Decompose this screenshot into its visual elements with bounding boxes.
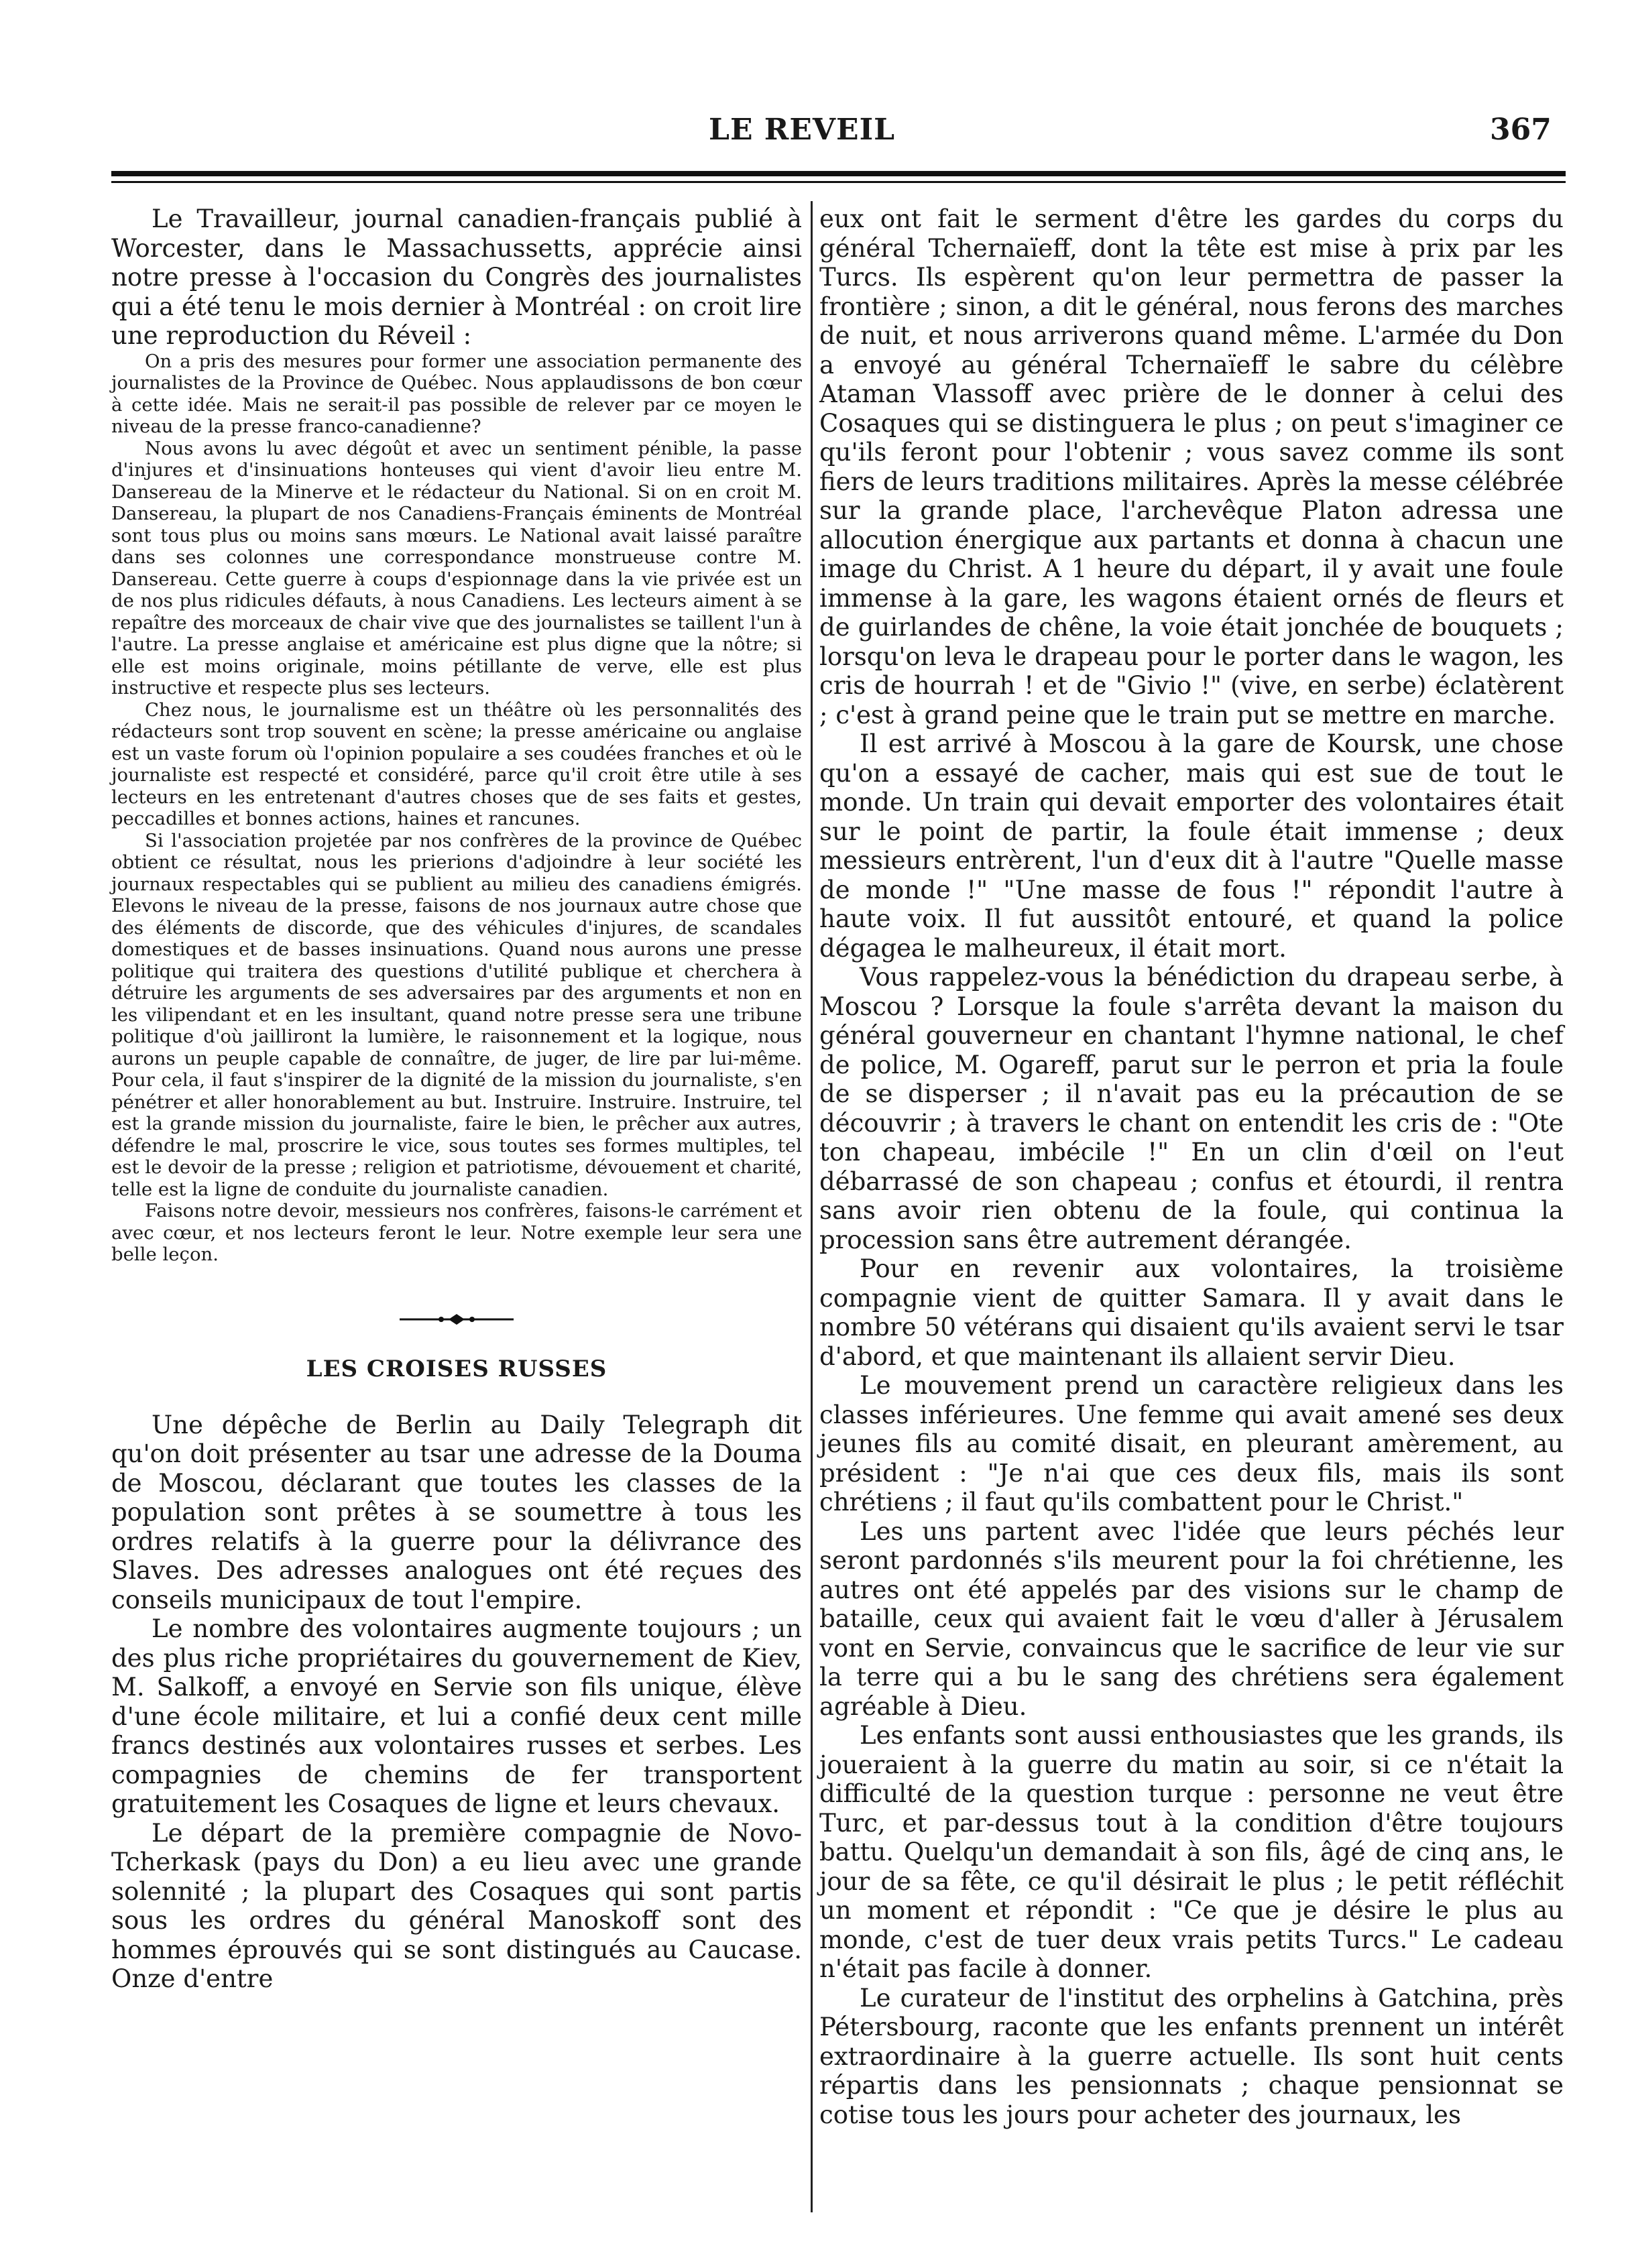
article-paragraph: Le nombre des volontaires augmente toujours ; un des plus riche propriétaires du gouvernement de Kiev, M. Salkoff, a envoyé en Servie son fils unique, élève d'une école militaire, et lui a confié deux cent mille francs destinés aux volontaires russes et serbes. Les compagnies de chemins de fer transportent gratuitement les Cosaques de ligne et leurs chevaux. xyxy=(111,1614,802,1818)
article-paragraph: Les enfants sont aussi enthousiastes que les grands, ils joueraient à la guerre du matin au soir, si ce n'était la difficulté de la question turque : personne ne veut être Turc, et par-dessus tout à la condition d'être toujours battu. Quelqu'un demandait à son fils, âgé de cinq ans, le jour de sa fête, ce qu'il désirait le plus ; le petit réfléchit un moment et répondit : "Ce que je désire le plus au monde, c'est de tuer deux vrais petits Turcs." Le cadeau n'était pas facile à donner. xyxy=(819,1721,1564,1983)
quote-paragraph: Faisons notre devoir, messieurs nos confrères, faisons-le carrément et avec cœur, et nos lecteurs feront le leur. Notre exemple leur sera une belle leçon. xyxy=(111,1200,802,1265)
article-paragraph: eux ont fait le serment d'être les gardes du corps du général Tchernaïeff, dont la tête est mise à prix par les Turcs. Ils espèrent qu'on leur permettra de passer la frontière ; sinon, a dit le général, nous ferons des marches de nuit, et nous arriverons quand même. L'armée du Don a envoyé au général Tchernaïeff le sabre du célèbre Ataman Vlassoff avec prière de le donner à celui des Cosaques qui se distinguera le plus ; on peut s'imaginer ce qu'ils feront pour l'obtenir ; vous savez comme ils sont fiers de leurs traditions militaires. Après la messe célébrée sur la grande place, l'archevêque Platon adressa une allocution énergique aux partants et donna à chacun une image du Christ. A 1 heure du départ, il y avait une foule immense à la gare, les wagons étaient ornés de fleurs et de guirlandes de chêne, la voie était jonchée de bouquets ; lorsqu'on leva le drapeau pour le porter dans le wagon, les cris de hourrah ! et de "Givio !" (vive, en serbe) éclatèrent ; c'est à grand peine que le train put se mettre en marche. xyxy=(819,204,1564,729)
ornament-rule-icon xyxy=(400,1313,514,1326)
article-paragraph: Une dépêche de Berlin au Daily Telegraph dit qu'on doit présenter au tsar une adresse de la Douma de Moscou, déclarant que toutes les classes de la population sont prêtes à se soumettre à tous les ordres relatifs à la guerre pour la délivrance des Slaves. Des adresses analogues ont été reçues des conseils municipaux de tout l'empire. xyxy=(111,1410,802,1614)
article-paragraph: Le curateur de l'institut des orphelins à Gatchina, près Pétersbourg, raconte que les enfants prennent un intérêt extraordinaire à la guerre actuelle. Ils sont huit cents répartis dans les pensionnats ; chaque pensionnat se cotise tous les jours pour acheter des journaux, les xyxy=(819,1983,1564,2129)
article-paragraph: Pour en revenir aux volontaires, la troisième compagnie vient de quitter Samara. Il y avait dans le nombre 50 vétérans qui disaient qu'ils avaient servi le tsar d'abord, et que maintenant ils allaient servir Dieu. xyxy=(819,1254,1564,1371)
quote-paragraph: Nous avons lu avec dégoût et avec un sentiment pénible, la passe d'injures et d'insinuations honteuses qui vient d'avoir lieu entre M. Dansereau de la Minerve et le rédacteur du National. Si on en croit M. Dansereau, la plupart de nos Canadiens-Français éminents de Montréal sont tous plus ou moins sans mœurs. Le National avait laissé paraître dans ses colonnes une correspondance monstrueuse contre M. Dansereau. Cette guerre à coups d'espionnage dans la vie privée est un de nos plus ridicules défauts, à nous Canadiens. Les lecteurs aiment à se repaître des morceaux de chair vive que des journalistes se taillent l'un à l'autre. La presse anglaise et américaine est plus digne que la nôtre; si elle est moins originale, moins pétillante de verve, elle est plus instructive et respecte plus ses lecteurs. xyxy=(111,437,802,699)
article-paragraph: Le départ de la première compagnie de Novo-Tcherkask (pays du Don) a eu lieu avec une grande solennité ; la plupart des Cosaques qui sont partis sous les ordres du général Manoskoff sont des hommes éprouvés qui se sont distingués au Caucase. Onze d'entre xyxy=(111,1818,802,1993)
article-paragraph: Il est arrivé à Moscou à la gare de Koursk, une chose qu'on a essayé de cacher, mais qui est sue de tout le monde. Un train qui devait emporter des volontaires était sur le point de partir, la foule était immense ; deux messieurs entrèrent, l'un d'eux dit à l'autre "Quelle masse de monde !" "Une masse de fous !" répondit l'autre à haute voix. Il fut aussitôt entouré, et quand la police dégagea le malheureux, il était mort. xyxy=(819,729,1564,963)
header-rule-thin xyxy=(111,181,1566,183)
quote-paragraph: Si l'association projetée par nos confrères de la province de Québec obtient ce résultat, nous les prierions d'adjoindre à leur société les journaux respectables qui se publient au milieu des canadiens émigrés. Elevons le niveau de la presse, faisons de nos journaux autre chose que des éléments de discorde, que des véhicules d'injures, de scandales domestiques et de basses insinuations. Quand nous aurons une presse politique qui traitera des questions d'utilité publique et cherchera à détruire les arguments de ses adversaires par des arguments et non en les vilipendant et en les insultant, quand notre presse sera une tribune politique d'où jailliront la lumière, le raisonnement et la logique, nous aurons un peuple capable de connaître, de juger, de lire par lui-même. Pour cela, il faut s'inspirer de la dignité de la mission du journaliste, s'en pénétrer et aller honorablement au but. Instruire. Instruire. Instruire, tel est la grande mission du journaliste, faire le bien, le prêcher aux autres, défendre le mal, proscrire le vice, sous toutes ses formes multiples, tel est le devoir de la presse ; religion et patriotisme, dévouement et charité, telle est la ligne de conduite du journaliste canadien. xyxy=(111,829,802,1200)
article-paragraph: Les uns partent avec l'idée que leurs péchés leur seront pardonnés s'ils meurent pour la foi chrétienne, les autres ont été appelés par des visions sur le champ de bataille, ceux qui avaient fait le vœu d'aller à Jérusalem vont en Servie, convaincus que le sacrifice de leur vie sur la terre qui a bu le sang des chrétiens sera également agréable à Dieu. xyxy=(819,1516,1564,1721)
section-ornament xyxy=(111,1313,802,1329)
article-paragraph: Le mouvement prend un caractère religieux dans les classes inférieures. Une femme qui avait amené ses deux jeunes fils au comité disait, en pleurant amèrement, au président : "Je n'ai que ces deux fils, mais ils sont chrétiens ; il faut qu'ils combattent pour le Christ." xyxy=(819,1371,1564,1516)
page-header-title: LE REVEIL xyxy=(709,113,896,147)
intro-paragraph: Le Travailleur, journal canadien-français publié à Worcester, dans le Massachussetts, apprécie ainsi notre presse à l'occasion du Congrès des journalistes qui a été tenu le mois dernier à Montréal : on croit lire une reproduction du Réveil : xyxy=(111,204,802,350)
quoted-article xyxy=(111,351,802,1266)
article-paragraph: Vous rappelez-vous la bénédiction du drapeau serbe, à Moscou ? Lorsque la foule s'arrêta devant la maison du général gouverneur en chantant l'hymne national, le chef de police, M. Ogareff, parut sur le perron et pria la foule de se disperser ; il n'avait pas eu la précaution de se découvrir ; à travers le chant on entendit les cris de : "Ote ton chapeau, imbécile !" En un clin d'œil on l'eut débarrassé de son chapeau ; confus et étourdi, il rentra sans avoir rien obtenu de la foule, qui continua la procession sans être autrement dérangée. xyxy=(819,963,1564,1254)
right-column xyxy=(819,204,1564,2129)
quote-paragraph: Chez nous, le journalisme est un théâtre où les personnalités des rédacteurs sont trop souvent en scène; la presse américaine ou anglaise est un vaste forum où l'opinion populaire a ses coudées franches et où le journaliste est respecté et considéré, parce qu'il croit être utile à ses lecteurs en les entretenant d'autres choses que de ses faits et gestes, peccadilles et bonnes actions, haines et rancunes. xyxy=(111,699,802,829)
column-divider xyxy=(811,201,813,2212)
quote-paragraph: On a pris des mesures pour former une association permanente des journalistes de la Province de Québec. Nous applaudissons de bon cœur à cette idée. Mais ne serait-il pas possible de relever par ce moyen le niveau de la presse franco-canadienne? xyxy=(111,350,802,437)
left-column xyxy=(111,204,802,1994)
header-rule-thick xyxy=(111,171,1566,176)
section-title: LES CROISES RUSSES xyxy=(306,1355,607,1382)
page-number: 367 xyxy=(1490,113,1552,147)
